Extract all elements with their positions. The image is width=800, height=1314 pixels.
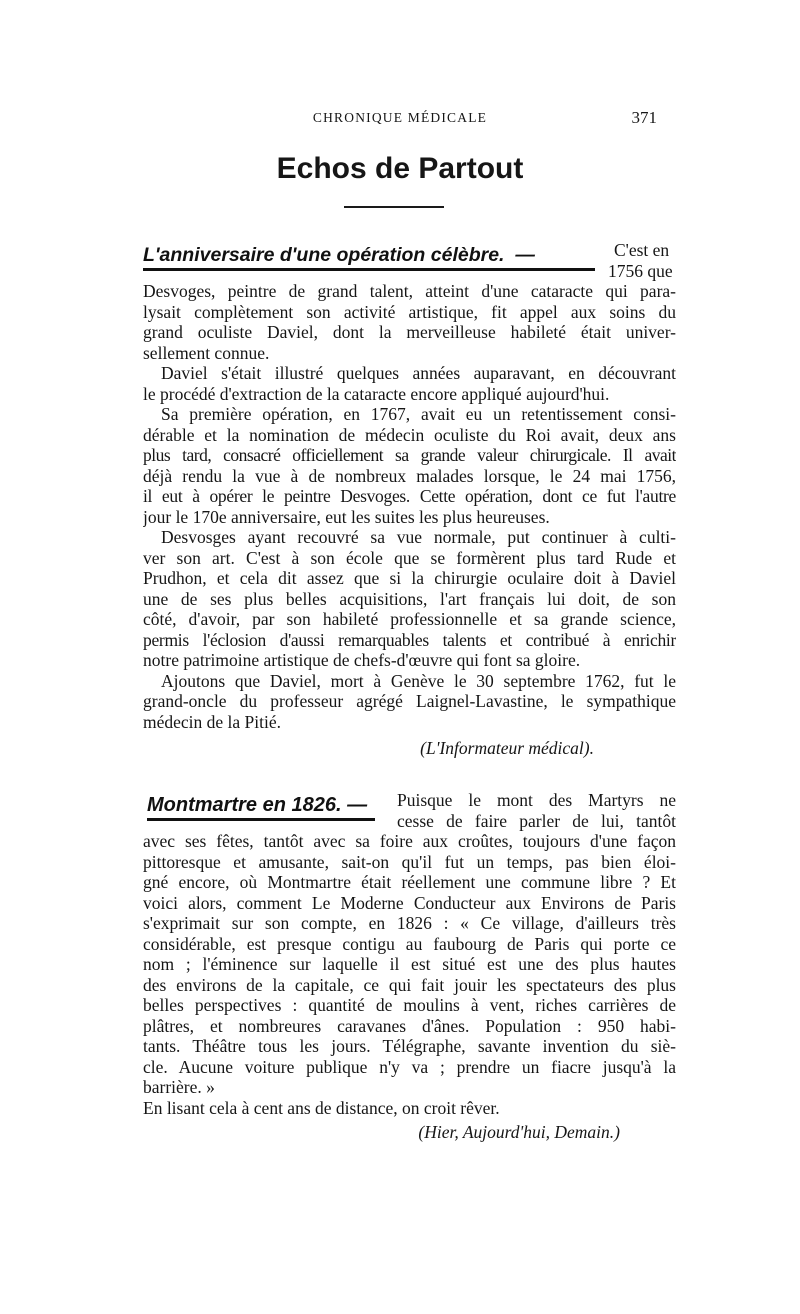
article-source: (L'Informateur médical).: [420, 738, 594, 758]
text-line: jour le 170e anniversaire, eut les suites les plus heureuses.: [143, 506, 550, 527]
heading-side-text: [397, 790, 676, 831]
text-line: déjà rendu la vue à de nombreux malades lorsque, le 24 mai 1756,: [143, 465, 676, 486]
text-line: nom ; l'éminence sur laquelle il est situé est une des plus hautes: [143, 954, 676, 974]
article-source: (Hier, Aujourd'hui, Demain.): [418, 1122, 620, 1142]
text-line: permis l'éclosion d'aussi remarquables talents et contribué à enrichir: [143, 629, 676, 650]
text-line: voici alors, comment Le Moderne Conducteur aux Environs de Paris: [143, 892, 676, 913]
heading-underline: [147, 818, 375, 821]
side-line: cesse de faire parler de lui, tantôt: [397, 810, 676, 831]
text-line: des environs de la capitale, ce qui fait jouir les spectateurs des plus: [143, 974, 676, 995]
text-line: plus tard, consacré officiellement sa grande valeur chirurgicale. Il avait: [143, 445, 676, 465]
text-line: considérable, est presque contigu au faubourg de Paris qui porte ce: [143, 933, 676, 954]
page-number: 371: [631, 108, 657, 127]
section-title: Echos de Partout: [276, 152, 524, 185]
text-line: Sa première opération, en 1767, avait eu un retentissement consi-: [161, 404, 676, 424]
text-line: gné encore, où Montmartre était réellement une commune libre ? Et: [143, 872, 676, 892]
text-line: notre patrimoine artistique de chefs-d'œuvre qui font sa gloire.: [143, 650, 581, 670]
running-head-title: CHRONIQUE MÉDICALE: [312, 110, 488, 125]
text-line: avec ses fêtes, tantôt avec sa foire aux croûtes, toujours d'une façon: [143, 831, 676, 851]
text-line: cle. Aucune voiture publique n'y va ; prendre un fiacre jusqu'à la: [143, 1056, 676, 1077]
text-line: Ajoutons que Daviel, mort à Genève le 30 septembre 1762, fut le: [161, 670, 676, 691]
text-line: il eut à opérer le peintre Desvoges. Cette opération, dont ce fut l'autre: [143, 486, 676, 506]
text-line: barrière. »: [143, 1077, 215, 1097]
text-line: En lisant cela à cent ans de distance, on croit rêver.: [143, 1097, 500, 1118]
text-line: médecin de la Pitié.: [143, 711, 282, 732]
side-line: C'est en: [614, 240, 670, 260]
text-line: le procédé d'extraction de la cataracte encore appliqué aujourd'hui.: [143, 383, 610, 404]
text-line: Desvoges, peintre de grand talent, atteint d'une cataracte qui para-: [143, 281, 676, 301]
running-head: [0, 110, 800, 132]
article-heading: L'anniversaire d'une opération célèbre. —: [143, 244, 535, 266]
side-line: Puisque le mont des Martyrs ne: [397, 790, 676, 810]
text-line: Prudhon, et cela dit assez que si la chirurgie oculaire doit à Daviel: [143, 568, 676, 588]
text-line: dérable et la nomination de médecin oculiste du Roi avait, deux ans: [143, 424, 676, 445]
text-line: une de ses plus belles acquisitions, l'art français lui doit, de son: [143, 588, 676, 609]
text-line: tants. Théâtre tous les jours. Télégraphe, savante invention du siè-: [143, 1036, 676, 1056]
text-line: sellement connue.: [143, 342, 270, 363]
article-body: [143, 831, 676, 1118]
text-line: grand oculiste Daviel, dont la merveilleuse habileté était univer-: [143, 322, 676, 342]
title-rule: [344, 206, 444, 208]
text-line: Daviel s'était illustré quelques années auparavant, en découvrant: [161, 363, 676, 383]
article-body: [143, 281, 676, 732]
text-line: lysait complètement son activité artistique, fit appel aux soins du: [143, 301, 676, 322]
text-line: grand-oncle du professeur agrégé Laignel-Lavastine, le sympathique: [143, 691, 676, 711]
text-line: ver son art. C'est à son école que se formèrent plus tard Rude et: [143, 547, 676, 568]
heading-underline: [143, 268, 595, 271]
text-line: côté, d'avoir, par son habileté professionnelle et sa grande science,: [143, 609, 676, 629]
text-line: s'exprimait sur son compte, en 1826 : « Ce village, d'ailleurs très: [143, 913, 676, 933]
text-line: belles perspectives : quantité de moulins à vent, riches carrières de: [143, 995, 676, 1015]
heading-side-text: [608, 240, 676, 281]
side-line: 1756 que: [608, 260, 673, 281]
article-anniversaire: [143, 240, 676, 760]
article-heading-row: [143, 240, 676, 281]
article-heading-row: [143, 790, 676, 831]
text-line: plâtres, et nombreures caravanes d'ânes. Population : 950 habi-: [143, 1015, 676, 1036]
article-heading: Montmartre en 1826. —: [147, 794, 368, 816]
article-montmartre: [143, 790, 676, 1144]
text-line: pittoresque et amusante, sait-on qu'il fut un temps, pas bien éloi-: [143, 851, 676, 872]
text-line: Desvosges ayant recouvré sa vue normale, put continuer à culti-: [161, 527, 676, 547]
